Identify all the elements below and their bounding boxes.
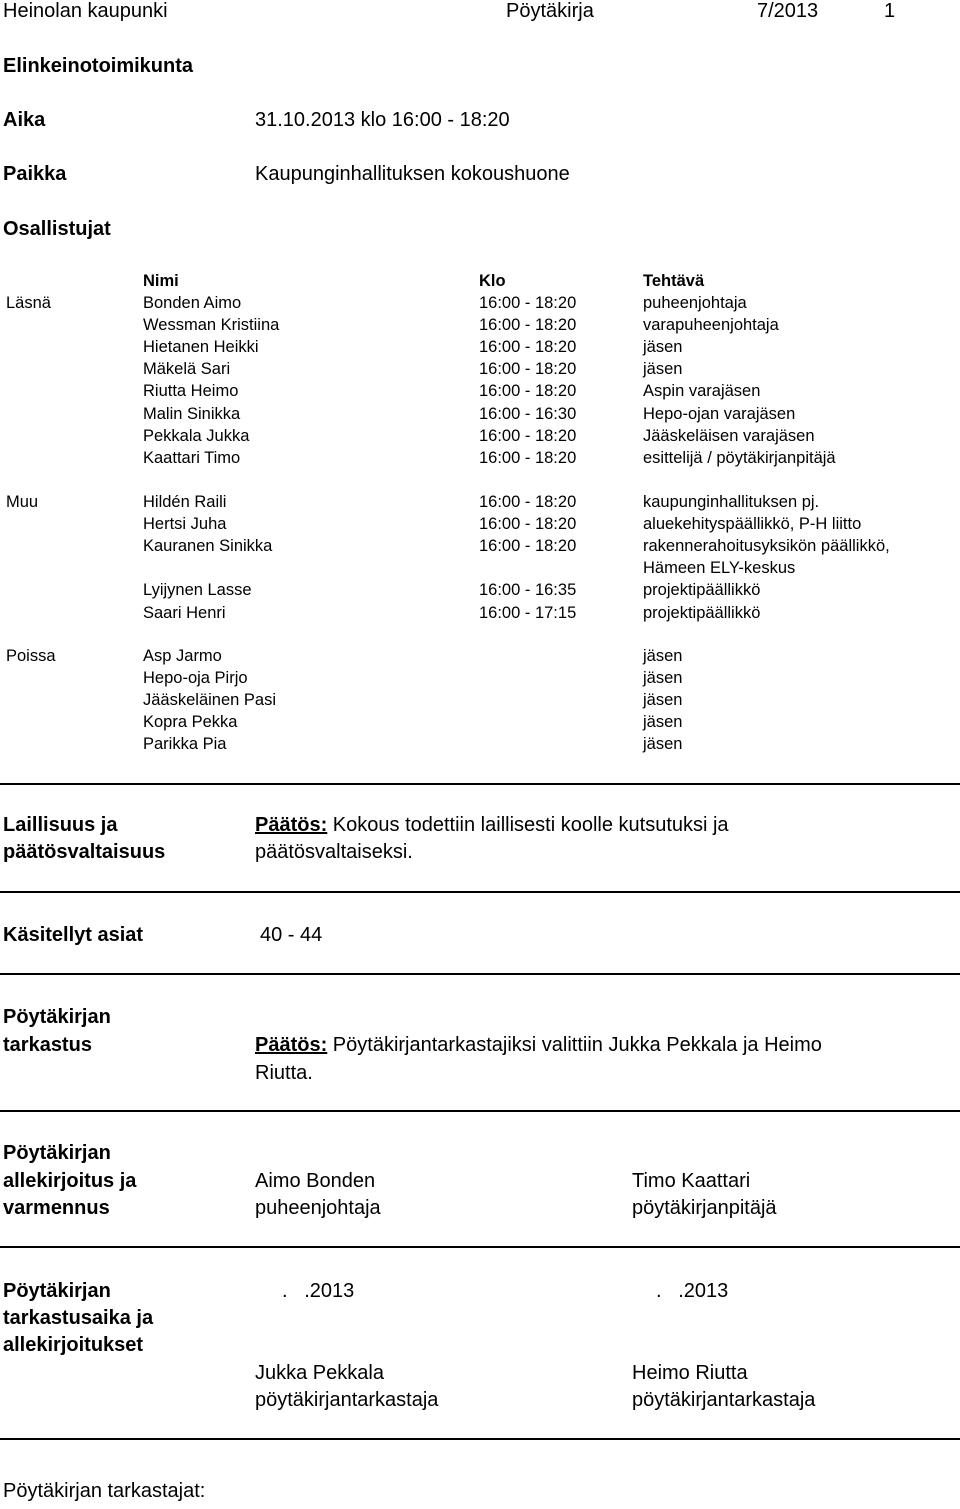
signing-label-line3: varmennus — [3, 1197, 110, 1219]
place-value: Kaupunginhallituksen kokoushuone — [255, 163, 570, 185]
time-label: Aika — [3, 109, 46, 131]
participant-time: 16:00 - 18:20 — [479, 493, 577, 511]
legality-decision-line2: päätösvaltaiseksi. — [255, 841, 413, 863]
participant-role: jäsen — [643, 713, 683, 732]
time-value: 31.10.2013 klo 16:00 - 18:20 — [255, 109, 510, 131]
handled-items-value: 40 - 44 — [260, 924, 323, 946]
participant-name: Jääskeläinen Pasi — [143, 691, 276, 710]
participant-role: projektipäällikkö — [643, 581, 761, 600]
reviewer-1-role: pöytäkirjantarkastaja — [255, 1389, 439, 1411]
participant-role: kaupunginhallituksen pj. — [643, 493, 820, 511]
review-label-line2: tarkastus — [3, 1034, 92, 1056]
participant-name: Hertsi Juha — [143, 515, 227, 534]
reviewer-1-name: Jukka Pekkala — [255, 1362, 384, 1384]
participant-name: Kopra Pekka — [143, 713, 238, 732]
legality-label-line2: päätösvaltaisuus — [3, 841, 166, 863]
signing-label-line1: Pöytäkirjan — [3, 1142, 111, 1164]
committee-name: Elinkeinotoimikunta — [3, 55, 194, 77]
signing-label-line2: allekirjoitus ja — [3, 1170, 137, 1192]
header-page-number: 1 — [884, 0, 896, 22]
participant-name: Hildén Raili — [143, 493, 227, 511]
participant-time: 16:00 - 16:35 — [479, 581, 577, 600]
participant-name: Saari Henri — [143, 603, 226, 622]
review-time-label-line1: Pöytäkirjan — [3, 1280, 111, 1302]
decision-prefix: Päätös: — [255, 814, 328, 836]
participant-role-continued: Hämeen ELY-keskus — [643, 559, 796, 578]
participant-name: Kauranen Sinikka — [143, 537, 273, 556]
legality-text: Kokous todettiin laillisesti koolle kutsutuksi ja — [327, 814, 729, 836]
participant-role: Jääskeläisen varajäsen — [643, 426, 815, 445]
participant-role: aluekehityspäällikkö, P-H liitto — [643, 515, 862, 534]
participant-time: 16:00 - 18:20 — [479, 338, 577, 357]
review-date-2: . .2013 — [656, 1280, 729, 1302]
participant-time: 16:00 - 16:30 — [479, 404, 577, 423]
participant-name: Malin Sinikka — [143, 404, 241, 423]
participant-time: 16:00 - 18:20 — [479, 515, 577, 534]
participant-time: 16:00 - 18:20 — [479, 537, 577, 556]
participant-role: jäsen — [643, 669, 683, 688]
column-header-role: Tehtävä — [643, 272, 705, 290]
chair-name: Aimo Bonden — [255, 1170, 376, 1192]
participant-time: 16:00 - 18:20 — [479, 448, 577, 467]
review-decision-line1 — [255, 1034, 822, 1057]
participant-name: Kaattari Timo — [143, 448, 241, 467]
participant-role: Hepo-ojan varajäsen — [643, 404, 796, 423]
legality-label-line1: Laillisuus ja — [3, 814, 118, 836]
review-label-line1: Pöytäkirjan — [3, 1006, 111, 1028]
participant-time: 16:00 - 18:20 — [479, 294, 577, 312]
secretary-name: Timo Kaattari — [632, 1170, 751, 1192]
participants-label: Osallistujat — [3, 218, 111, 240]
participant-role: varapuheenjohtaja — [643, 316, 779, 335]
participant-name: Lyijynen Lasse — [143, 581, 252, 600]
header-org: Heinolan kaupunki — [3, 0, 168, 22]
reviewers-label: Pöytäkirjan tarkastajat: — [3, 1480, 206, 1502]
participant-name: Pekkala Jukka — [143, 426, 250, 445]
participant-name: Riutta Heimo — [143, 382, 239, 401]
handled-items-label: Käsitellyt asiat — [3, 924, 144, 946]
divider — [0, 891, 960, 893]
divider — [0, 973, 960, 975]
participant-role: jäsen — [643, 647, 683, 665]
review-date-1: . .2013 — [282, 1280, 355, 1302]
reviewer-2-name: Heimo Riutta — [632, 1362, 748, 1384]
other-label: Muu — [6, 493, 39, 511]
participant-time: 16:00 - 18:20 — [479, 316, 577, 335]
header-doc-number: 7/2013 — [757, 0, 819, 22]
legality-decision-line1 — [255, 814, 729, 837]
divider — [0, 783, 960, 785]
absent-label: Poissa — [6, 647, 56, 665]
participant-time: 16:00 - 18:20 — [479, 382, 577, 401]
review-time-label-line2: tarkastusaika ja — [3, 1307, 154, 1329]
present-label: Läsnä — [6, 294, 51, 312]
participant-role: Aspin varajäsen — [643, 382, 761, 401]
participant-role: esittelijä / pöytäkirjanpitäjä — [643, 448, 836, 467]
participant-role: projektipäällikkö — [643, 603, 761, 622]
participant-role: puheenjohtaja — [643, 294, 747, 312]
participant-name: Bonden Aimo — [143, 294, 242, 312]
decision-prefix: Päätös: — [255, 1034, 328, 1056]
place-label: Paikka — [3, 163, 67, 185]
participant-role: jäsen — [643, 338, 683, 357]
divider — [0, 1246, 960, 1248]
divider — [0, 1110, 960, 1112]
review-text: Pöytäkirjantarkastajiksi valittiin Jukka Pekkala ja Heimo — [327, 1034, 822, 1056]
participant-name: Hietanen Heikki — [143, 338, 259, 357]
participant-name: Hepo-oja Pirjo — [143, 669, 248, 688]
review-decision-line2: Riutta. — [255, 1062, 313, 1084]
secretary-role: pöytäkirjanpitäjä — [632, 1197, 777, 1219]
participant-name: Mäkelä Sari — [143, 360, 231, 379]
column-header-time: Klo — [479, 272, 506, 290]
review-time-label-line3: allekirjoitukset — [3, 1334, 144, 1356]
participant-name: Parikka Pia — [143, 735, 227, 754]
divider — [0, 1438, 960, 1440]
participant-role: jäsen — [643, 691, 683, 710]
participant-name: Wessman Kristiina — [143, 316, 280, 335]
column-header-name: Nimi — [143, 272, 179, 290]
header-doc-type: Pöytäkirja — [506, 0, 594, 22]
participant-time: 16:00 - 18:20 — [479, 360, 577, 379]
participant-role: jäsen — [643, 360, 683, 379]
participant-role: rakennerahoitusyksikön päällikkö, — [643, 537, 890, 556]
chair-role: puheenjohtaja — [255, 1197, 381, 1219]
participant-role: jäsen — [643, 735, 683, 754]
participant-name: Asp Jarmo — [143, 647, 222, 665]
reviewer-2-role: pöytäkirjantarkastaja — [632, 1389, 816, 1411]
participant-time: 16:00 - 18:20 — [479, 426, 577, 445]
participant-time: 16:00 - 17:15 — [479, 603, 577, 622]
